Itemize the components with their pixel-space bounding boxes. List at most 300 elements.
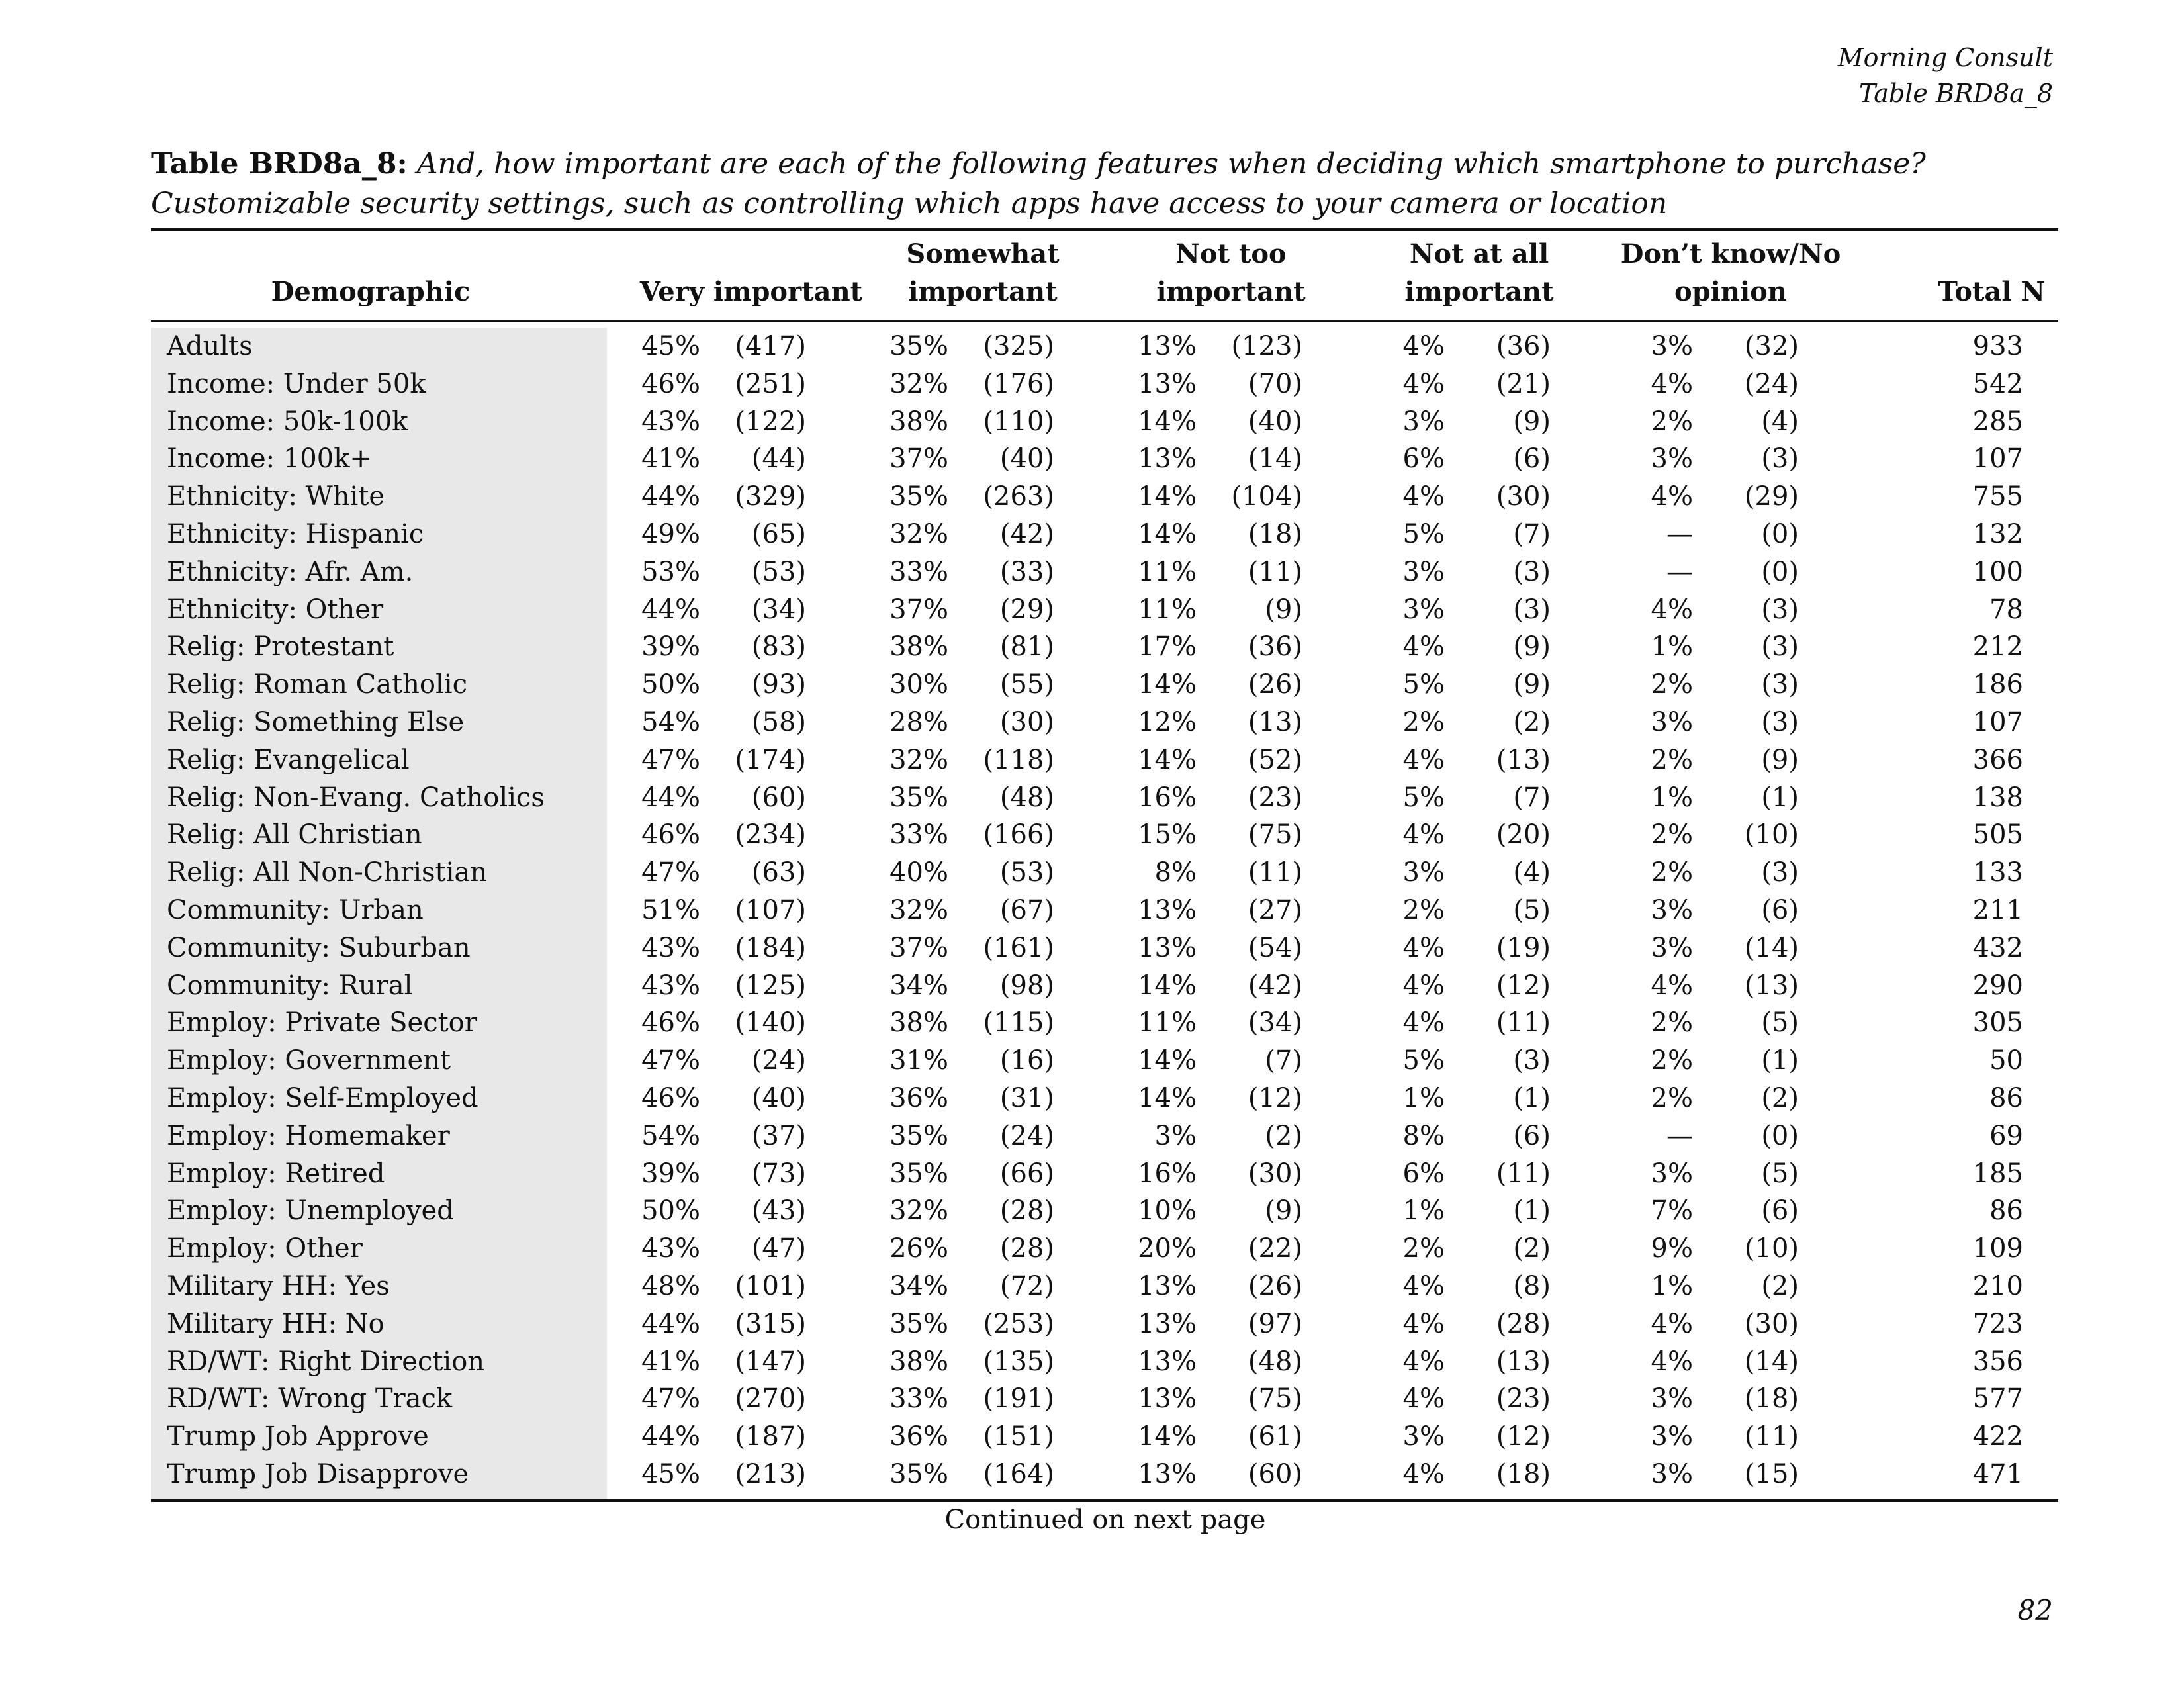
cell-count: (40) — [751, 1083, 806, 1113]
row-label: Employ: Homemaker — [167, 1120, 450, 1151]
cell-count: (28) — [999, 1196, 1054, 1227]
cell-count: (13) — [1744, 970, 1799, 1001]
cell-count: (21) — [1496, 368, 1551, 399]
cell-percent: 44% — [641, 782, 700, 813]
cell-percent: 33% — [889, 556, 948, 587]
cell-count: (11) — [1248, 857, 1302, 888]
cell-count: (263) — [983, 481, 1054, 512]
title-subtitle: Customizable security settings, such as controlling which apps have access to your camera or location — [151, 187, 1668, 220]
cell-count: (30) — [1496, 481, 1551, 512]
cell-percent: 13% — [1138, 368, 1197, 399]
col-not-at-all-important: Not at all important — [1404, 238, 1554, 307]
cell-count: (4) — [1513, 857, 1551, 888]
cell-percent: 33% — [889, 820, 948, 851]
cell-percent: 3% — [1651, 1383, 1693, 1415]
cell-total-n: 755 — [1972, 481, 2023, 512]
cell-percent: 11% — [1138, 556, 1197, 587]
cell-percent: 46% — [641, 820, 700, 851]
cell-percent: 44% — [641, 1421, 700, 1452]
cell-count: (123) — [1231, 331, 1302, 361]
cell-count: (176) — [983, 368, 1054, 399]
cell-percent: 12% — [1138, 707, 1197, 737]
cell-total-n: 185 — [1972, 1158, 2023, 1189]
cell-total-n: 356 — [1972, 1346, 2023, 1377]
cell-percent: 1% — [1651, 632, 1693, 663]
cell-percent: 4% — [1402, 1459, 1445, 1489]
cell-count: (30) — [999, 707, 1054, 737]
cell-count: (28) — [999, 1233, 1054, 1264]
cell-count: (37) — [751, 1120, 806, 1151]
cell-count: (3) — [1761, 669, 1799, 700]
table-row — [0, 591, 2184, 629]
cell-percent: 32% — [889, 1196, 948, 1227]
cell-percent: 14% — [1138, 970, 1197, 1001]
cell-count: (9) — [1265, 594, 1302, 625]
cell-total-n: 186 — [1972, 669, 2023, 700]
cell-percent: 2% — [1402, 1233, 1445, 1264]
cell-percent: 4% — [1402, 481, 1445, 512]
cell-percent: 3% — [1651, 444, 1693, 475]
cell-percent: 4% — [1402, 632, 1445, 663]
row-label: Community: Urban — [167, 895, 424, 925]
cell-count: (22) — [1248, 1233, 1302, 1264]
cell-count: (174) — [735, 744, 806, 775]
header-org: Morning Consult — [1837, 43, 2053, 72]
cell-percent: 3% — [1651, 1459, 1693, 1489]
cell-count: (9) — [1513, 632, 1551, 663]
row-label: Ethnicity: Afr. Am. — [167, 556, 414, 587]
cell-count: (3) — [1761, 632, 1799, 663]
cell-percent: 3% — [1402, 594, 1445, 625]
cell-percent: 4% — [1402, 1008, 1445, 1039]
cell-total-n: 305 — [1972, 1008, 2023, 1039]
cell-percent: 13% — [1138, 331, 1197, 361]
cell-count: (3) — [1513, 1045, 1551, 1076]
cell-count: (161) — [983, 932, 1054, 963]
cell-percent: 16% — [1138, 1158, 1197, 1189]
cell-percent: 39% — [641, 1158, 700, 1189]
table-row — [0, 666, 2184, 704]
cell-percent: 35% — [889, 1308, 948, 1339]
cell-percent: 49% — [641, 519, 700, 549]
cell-count: (98) — [999, 970, 1054, 1001]
cell-percent: 47% — [641, 1383, 700, 1415]
cell-count: (7) — [1265, 1045, 1302, 1076]
cell-total-n: 577 — [1972, 1383, 2023, 1415]
cell-percent: 36% — [889, 1421, 948, 1452]
cell-count: (36) — [1496, 331, 1551, 361]
cell-total-n: 366 — [1972, 744, 2023, 775]
cell-count: (58) — [751, 707, 806, 737]
row-label: Employ: Unemployed — [167, 1196, 454, 1227]
cell-percent: 15% — [1138, 820, 1197, 851]
cell-total-n: 542 — [1972, 368, 2023, 399]
running-header — [1838, 40, 2053, 111]
cell-total-n: 86 — [1989, 1196, 2023, 1227]
cell-percent: 41% — [641, 444, 700, 475]
cell-count: (16) — [999, 1045, 1054, 1076]
cell-percent: 44% — [641, 594, 700, 625]
cell-count: (11) — [1496, 1008, 1551, 1039]
cell-count: (24) — [999, 1120, 1054, 1151]
cell-count: (3) — [1761, 444, 1799, 475]
cell-percent: 4% — [1402, 1308, 1445, 1339]
table-row — [0, 1305, 2184, 1343]
cell-count: (30) — [1248, 1158, 1302, 1189]
col-demographic: Demographic — [271, 276, 471, 307]
cell-count: (0) — [1761, 556, 1799, 587]
cell-count: (61) — [1248, 1421, 1302, 1452]
cell-count: (73) — [751, 1158, 806, 1189]
cell-count: (34) — [751, 594, 806, 625]
cell-count: (60) — [751, 782, 806, 813]
cell-total-n: 432 — [1972, 932, 2023, 963]
cell-count: (28) — [1496, 1308, 1551, 1339]
row-label: Employ: Retired — [167, 1158, 385, 1189]
table-row — [0, 628, 2184, 666]
cell-count: (0) — [1761, 519, 1799, 549]
cell-count: (5) — [1513, 895, 1551, 925]
cell-percent: 2% — [1651, 1083, 1693, 1113]
cell-count: (13) — [1248, 707, 1302, 737]
continued-note: Continued on next page — [944, 1505, 1266, 1535]
col-total-n: Total N — [1938, 276, 2045, 307]
cell-percent: — — [1666, 1120, 1693, 1151]
cell-percent: 40% — [889, 857, 948, 888]
cell-count: (8) — [1513, 1271, 1551, 1301]
cell-percent: 33% — [889, 1383, 948, 1415]
cell-count: (166) — [983, 820, 1054, 851]
row-label: Relig: All Non-Christian — [167, 857, 488, 888]
cell-percent: 4% — [1651, 970, 1693, 1001]
cell-percent: 2% — [1402, 707, 1445, 737]
cell-count: (60) — [1248, 1459, 1302, 1489]
cell-count: (75) — [1248, 1383, 1302, 1415]
cell-percent: 4% — [1402, 331, 1445, 361]
cell-count: (329) — [735, 481, 806, 512]
cell-total-n: 933 — [1972, 331, 2023, 361]
cell-count: (12) — [1496, 1421, 1551, 1452]
cell-percent: 32% — [889, 368, 948, 399]
cell-percent: 3% — [1402, 556, 1445, 587]
cell-count: (11) — [1248, 556, 1302, 587]
cell-percent: 1% — [1402, 1196, 1445, 1227]
cell-percent: 4% — [1402, 1383, 1445, 1415]
cell-count: (417) — [735, 331, 806, 361]
cell-percent: 4% — [1402, 368, 1445, 399]
cell-percent: 54% — [641, 707, 700, 737]
cell-count: (0) — [1761, 1120, 1799, 1151]
cell-percent: 3% — [1402, 1421, 1445, 1452]
row-label: Relig: Non-Evang. Catholics — [167, 782, 545, 813]
cell-count: (30) — [1744, 1308, 1799, 1339]
cell-percent: 44% — [641, 481, 700, 512]
cell-count: (101) — [735, 1271, 806, 1301]
cell-percent: 43% — [641, 970, 700, 1001]
table-row — [0, 478, 2184, 516]
cell-total-n: 86 — [1989, 1083, 2023, 1113]
cell-count: (187) — [735, 1421, 806, 1452]
cell-total-n: 50 — [1989, 1045, 2023, 1076]
cell-count: (1) — [1761, 782, 1799, 813]
cell-percent: 36% — [889, 1083, 948, 1113]
cell-percent: 51% — [641, 895, 700, 925]
table-row — [0, 1155, 2184, 1193]
table-row — [0, 403, 2184, 441]
cell-percent: 34% — [889, 970, 948, 1001]
cell-percent: 13% — [1138, 1459, 1197, 1489]
col-not-too-important: Not too important — [1156, 238, 1306, 307]
cell-percent: 9% — [1651, 1233, 1693, 1264]
cell-count: (315) — [735, 1308, 806, 1339]
cell-count: (2) — [1513, 707, 1551, 737]
cell-count: (6) — [1513, 1120, 1551, 1151]
cell-count: (115) — [983, 1008, 1054, 1039]
cell-count: (55) — [999, 669, 1054, 700]
cell-total-n: 109 — [1972, 1233, 2023, 1264]
cell-percent: 6% — [1402, 1158, 1445, 1189]
row-label: Ethnicity: Other — [167, 594, 384, 625]
cell-percent: 3% — [1651, 932, 1693, 963]
row-label: Relig: All Christian — [167, 820, 422, 851]
row-label: Adults — [167, 331, 253, 361]
cell-count: (32) — [1744, 331, 1799, 361]
table-row — [0, 1230, 2184, 1268]
cell-count: (12) — [1496, 970, 1551, 1001]
cell-count: (19) — [1496, 932, 1551, 963]
cell-total-n: 133 — [1972, 857, 2023, 888]
cell-percent: 44% — [641, 1308, 700, 1339]
cell-count: (53) — [999, 857, 1054, 888]
cell-count: (48) — [999, 782, 1054, 813]
cell-count: (191) — [983, 1383, 1054, 1415]
cell-percent: 3% — [1154, 1120, 1197, 1151]
table-row — [0, 440, 2184, 478]
cell-percent: 43% — [641, 1233, 700, 1264]
table-row — [0, 1380, 2184, 1418]
cell-count: (24) — [751, 1045, 806, 1076]
cell-count: (93) — [751, 669, 806, 700]
cell-percent: 2% — [1651, 669, 1693, 700]
cell-total-n: 212 — [1972, 632, 2023, 663]
col-somewhat-important: Somewhat important — [906, 238, 1060, 307]
cell-total-n: 69 — [1989, 1120, 2023, 1151]
row-label: Employ: Other — [167, 1233, 363, 1264]
row-label: Military HH: Yes — [167, 1271, 390, 1301]
cell-count: (48) — [1248, 1346, 1302, 1377]
cell-percent: 35% — [889, 782, 948, 813]
table-row — [0, 1456, 2184, 1493]
cell-percent: 8% — [1402, 1120, 1445, 1151]
cell-percent: 5% — [1402, 519, 1445, 549]
cell-count: (122) — [735, 406, 806, 437]
cell-percent: 3% — [1402, 406, 1445, 437]
cell-count: (53) — [751, 556, 806, 587]
row-label: Community: Rural — [167, 970, 413, 1001]
cell-percent: 13% — [1138, 1308, 1197, 1339]
cell-count: (31) — [999, 1083, 1054, 1113]
cell-count: (23) — [1248, 782, 1302, 813]
table-row — [0, 854, 2184, 892]
cell-percent: 1% — [1651, 1271, 1693, 1301]
title-label: Table BRD8a_8: — [151, 147, 408, 181]
cell-total-n: 285 — [1972, 406, 2023, 437]
row-label: Income: 100k+ — [167, 444, 372, 475]
cell-count: (164) — [983, 1459, 1054, 1489]
cell-percent: 14% — [1138, 1421, 1197, 1452]
cell-percent: 14% — [1138, 1045, 1197, 1076]
cell-count: (63) — [751, 857, 806, 888]
cell-count: (18) — [1496, 1459, 1551, 1489]
cell-count: (7) — [1513, 519, 1551, 549]
cell-percent: 34% — [889, 1271, 948, 1301]
cell-percent: 30% — [889, 669, 948, 700]
cell-percent: 35% — [889, 1120, 948, 1151]
cell-count: (14) — [1744, 932, 1799, 963]
table-row — [0, 929, 2184, 967]
table-row — [0, 553, 2184, 591]
cell-count: (234) — [735, 820, 806, 851]
cell-count: (23) — [1496, 1383, 1551, 1415]
cell-count: (70) — [1248, 368, 1302, 399]
cell-count: (135) — [983, 1346, 1054, 1377]
cell-percent: 37% — [889, 594, 948, 625]
cell-count: (125) — [735, 970, 806, 1001]
cell-percent: 43% — [641, 406, 700, 437]
cell-count: (34) — [1248, 1008, 1302, 1039]
cell-percent: 2% — [1651, 744, 1693, 775]
cell-percent: 32% — [889, 895, 948, 925]
table-row — [0, 704, 2184, 741]
cell-percent: 13% — [1138, 1271, 1197, 1301]
cell-percent: 4% — [1402, 932, 1445, 963]
row-label: Relig: Something Else — [167, 707, 465, 737]
cell-percent: 45% — [641, 331, 700, 361]
cell-count: (11) — [1496, 1158, 1551, 1189]
cell-count: (18) — [1744, 1383, 1799, 1415]
cell-percent: 50% — [641, 1196, 700, 1227]
cell-count: (5) — [1761, 1008, 1799, 1039]
cell-percent: 3% — [1651, 1158, 1693, 1189]
cell-count: (81) — [999, 632, 1054, 663]
cell-percent: 39% — [641, 632, 700, 663]
row-label: Relig: Roman Catholic — [167, 669, 467, 700]
cell-count: (2) — [1265, 1120, 1302, 1151]
row-label: Income: 50k-100k — [167, 406, 408, 437]
cell-count: (14) — [1744, 1346, 1799, 1377]
cell-percent: 5% — [1402, 669, 1445, 700]
cell-count: (4) — [1761, 406, 1799, 437]
row-label: RD/WT: Right Direction — [167, 1346, 485, 1377]
cell-count: (7) — [1513, 782, 1551, 813]
cell-count: (40) — [1248, 406, 1302, 437]
cell-count: (9) — [1513, 669, 1551, 700]
table-row — [0, 779, 2184, 817]
cell-percent: 35% — [889, 331, 948, 361]
cell-percent: 7% — [1651, 1196, 1693, 1227]
row-label: Relig: Evangelical — [167, 744, 410, 775]
cell-count: (27) — [1248, 895, 1302, 925]
table-row — [0, 1418, 2184, 1456]
cell-count: (253) — [983, 1308, 1054, 1339]
cell-percent: 32% — [889, 744, 948, 775]
cell-count: (325) — [983, 331, 1054, 361]
cell-percent: 4% — [1651, 1308, 1693, 1339]
cell-count: (65) — [751, 519, 806, 549]
cell-total-n: 210 — [1972, 1271, 2023, 1301]
table-row — [0, 1268, 2184, 1305]
cell-count: (3) — [1761, 594, 1799, 625]
row-label: Ethnicity: Hispanic — [167, 519, 424, 549]
cell-percent: 26% — [889, 1233, 948, 1264]
cell-total-n: 290 — [1972, 970, 2023, 1001]
row-label: Trump Job Disapprove — [167, 1459, 469, 1489]
cell-count: (147) — [735, 1346, 806, 1377]
cell-count: (3) — [1761, 857, 1799, 888]
cell-percent: 20% — [1138, 1233, 1197, 1264]
col-dont-know: Don’t know/No opinion — [1620, 238, 1841, 307]
cell-count: (213) — [735, 1459, 806, 1489]
cell-total-n: 422 — [1972, 1421, 2023, 1452]
cell-percent: 28% — [889, 707, 948, 737]
cell-count: (66) — [999, 1158, 1054, 1189]
cell-percent: 38% — [889, 632, 948, 663]
cell-count: (11) — [1744, 1421, 1799, 1452]
cell-count: (151) — [983, 1421, 1054, 1452]
cell-percent: — — [1666, 556, 1693, 587]
cell-count: (110) — [983, 406, 1054, 437]
cell-percent: 13% — [1138, 895, 1197, 925]
cell-percent: 10% — [1138, 1196, 1197, 1227]
cell-percent: 5% — [1402, 782, 1445, 813]
cell-percent: 45% — [641, 1459, 700, 1489]
cell-count: (26) — [1248, 1271, 1302, 1301]
cell-percent: 31% — [889, 1045, 948, 1076]
cell-count: (6) — [1513, 444, 1551, 475]
table-row — [0, 741, 2184, 779]
cell-count: (1) — [1513, 1196, 1551, 1227]
cell-count: (43) — [751, 1196, 806, 1227]
cell-count: (6) — [1761, 1196, 1799, 1227]
cell-percent: 2% — [1651, 820, 1693, 851]
cell-count: (72) — [999, 1271, 1054, 1301]
cell-percent: 37% — [889, 932, 948, 963]
cell-percent: 2% — [1651, 1045, 1693, 1076]
row-label: Employ: Self-Employed — [167, 1083, 478, 1113]
cell-percent: 38% — [889, 1008, 948, 1039]
cell-count: (3) — [1513, 556, 1551, 587]
table-row — [0, 1080, 2184, 1117]
row-label: Military HH: No — [167, 1308, 385, 1339]
cell-percent: 4% — [1651, 481, 1693, 512]
cell-percent: 14% — [1138, 1083, 1197, 1113]
table-title — [151, 144, 2057, 224]
row-label: Employ: Private Sector — [167, 1008, 477, 1039]
cell-count: (107) — [735, 895, 806, 925]
cell-count: (6) — [1761, 895, 1799, 925]
cell-count: (44) — [751, 444, 806, 475]
cell-percent: 35% — [889, 1158, 948, 1189]
cell-percent: 41% — [641, 1346, 700, 1377]
cell-total-n: 211 — [1972, 895, 2023, 925]
cell-count: (10) — [1744, 820, 1799, 851]
cell-percent: 46% — [641, 1008, 700, 1039]
cell-total-n: 505 — [1972, 820, 2023, 851]
table-row — [0, 967, 2184, 1005]
cell-count: (29) — [999, 594, 1054, 625]
cell-percent: 11% — [1138, 594, 1197, 625]
cell-percent: 11% — [1138, 1008, 1197, 1039]
